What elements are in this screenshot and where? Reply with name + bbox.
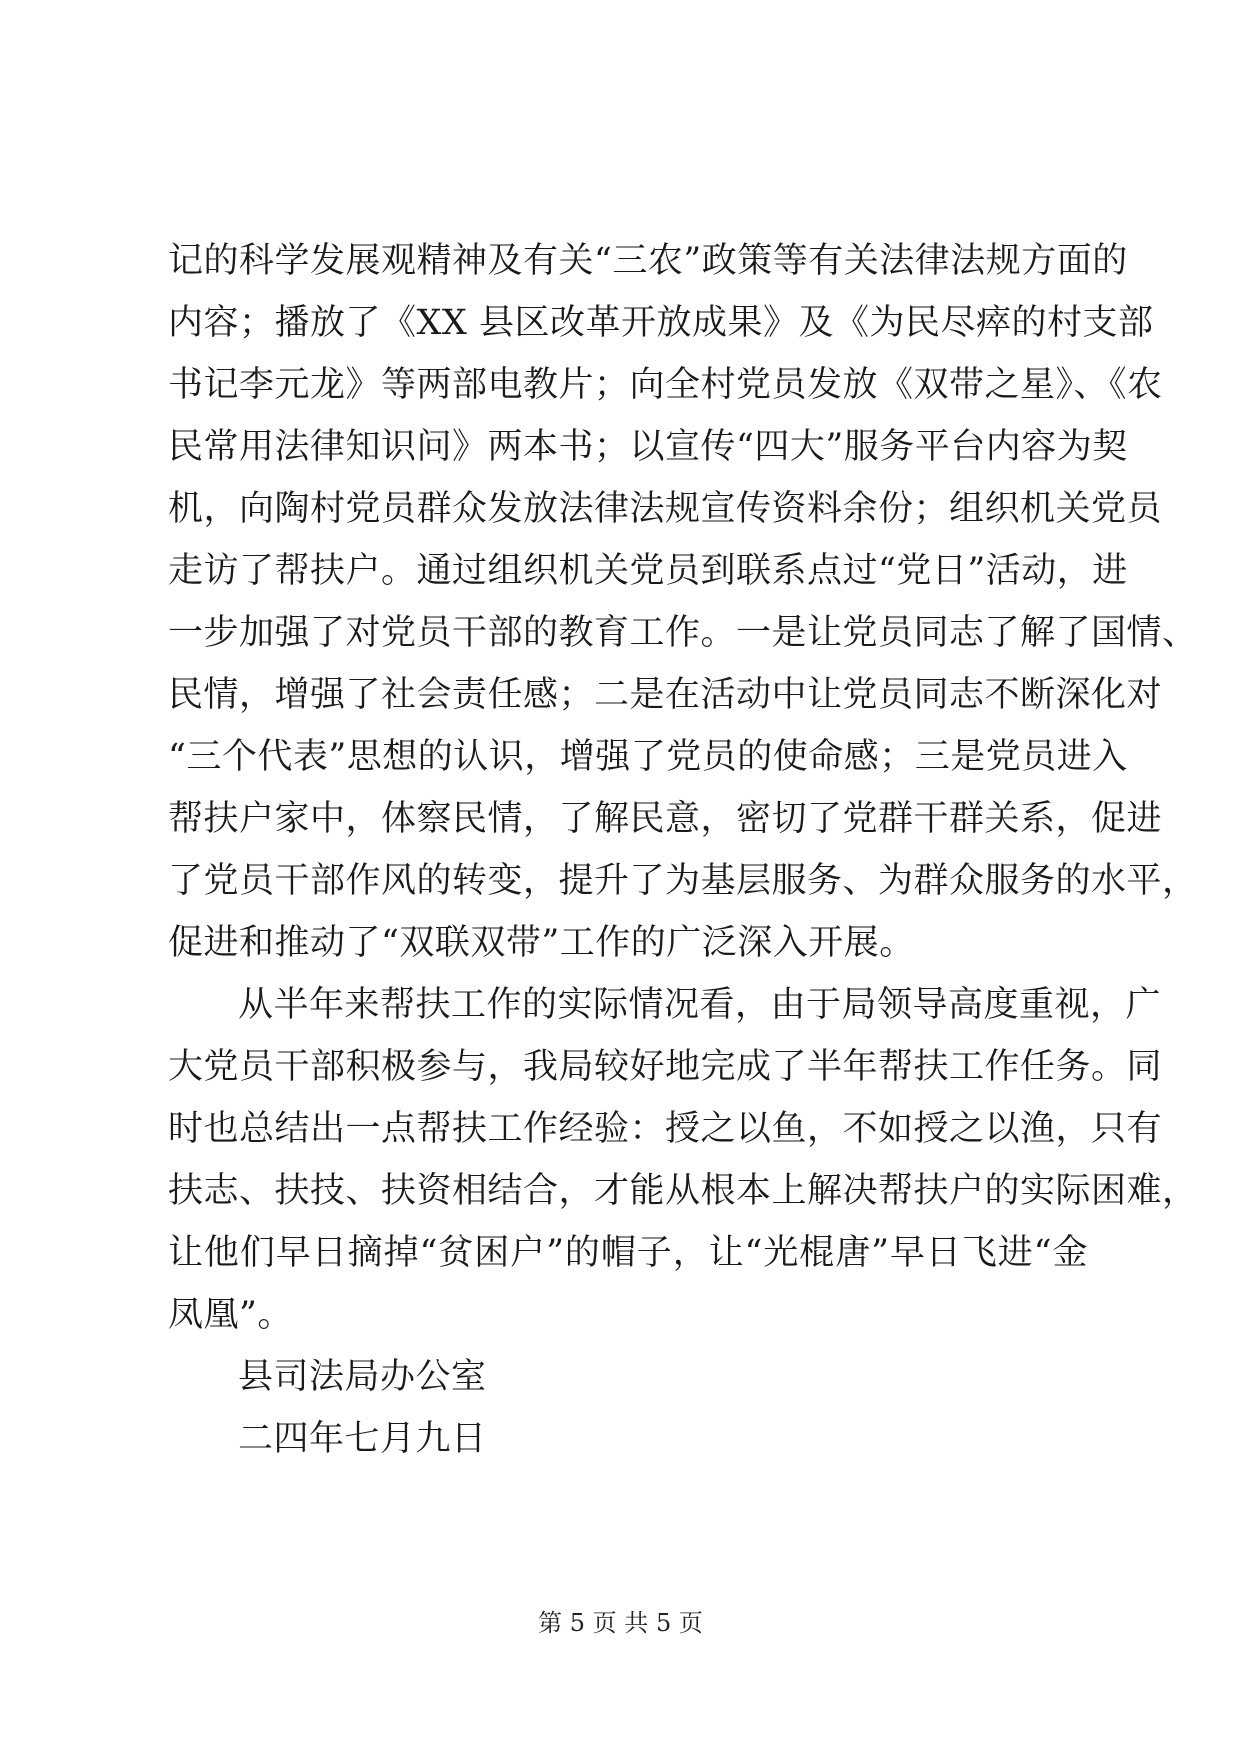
- text-line: 书记李元龙》等两部电教片；向全村党员发放《双带之星》、《农: [168, 365, 1163, 405]
- text-line: 大党员干部积极参与，我局较好地完成了半年帮扶工作任务。同: [168, 1047, 1163, 1087]
- text-line: 从半年来帮扶工作的实际情况看，由于局领导高度重视，广: [238, 985, 1162, 1025]
- text-line: 扶志、扶技、扶资相结合，才能从根本上解决帮扶户的实际困难，: [168, 1171, 1198, 1211]
- text-line: 民情，增强了社会责任感；二是在活动中让党员同志不断深化对: [168, 675, 1163, 715]
- text-line: 一步加强了对党员干部的教育工作。一是让党员同志了解了国情、: [168, 613, 1198, 653]
- document-body: [168, 230, 1198, 1470]
- text-line: 内容；播放了《XX 县区改革开放成果》及《为民尽瘁的村支部: [168, 303, 1154, 343]
- text-line: 机，向陶村党员群众发放法律法规宣传资料余份；组织机关党员: [168, 489, 1163, 529]
- signature-office: 县司法局办公室: [238, 1357, 487, 1397]
- text-line: 促进和推动了“双联双带”工作的广泛深入开展。: [168, 923, 915, 963]
- text-line: 帮扶户家中，体察民情，了解民意，密切了党群干群关系，促进: [168, 799, 1163, 839]
- text-line: 凤凰”。: [168, 1295, 293, 1335]
- text-line: 让他们早日摘掉“贫困户”的帽子，让“光棍唐”早日飞进“金: [168, 1233, 1088, 1273]
- text-line: 走访了帮扶户。通过组织机关党员到联系点过“党日”活动，进: [168, 551, 1128, 591]
- text-line: “三个代表”思想的认识，增强了党员的使命感；三是党员进入: [168, 737, 1128, 777]
- text-line: 了党员干部作风的转变，提升了为基层服务、为群众服务的水平，: [168, 861, 1198, 901]
- text-line: 民常用法律知识问》两本书；以宣传“四大”服务平台内容为契: [168, 427, 1128, 467]
- signature-date: 二四年七月九日: [238, 1419, 487, 1459]
- page-number-footer: 第 5 页 共 5 页: [538, 1609, 703, 1637]
- text-line: 时也总结出一点帮扶工作经验：授之以鱼，不如授之以渔，只有: [168, 1109, 1163, 1149]
- text-line: 记的科学发展观精神及有关“三农”政策等有关法律法规方面的: [168, 241, 1128, 281]
